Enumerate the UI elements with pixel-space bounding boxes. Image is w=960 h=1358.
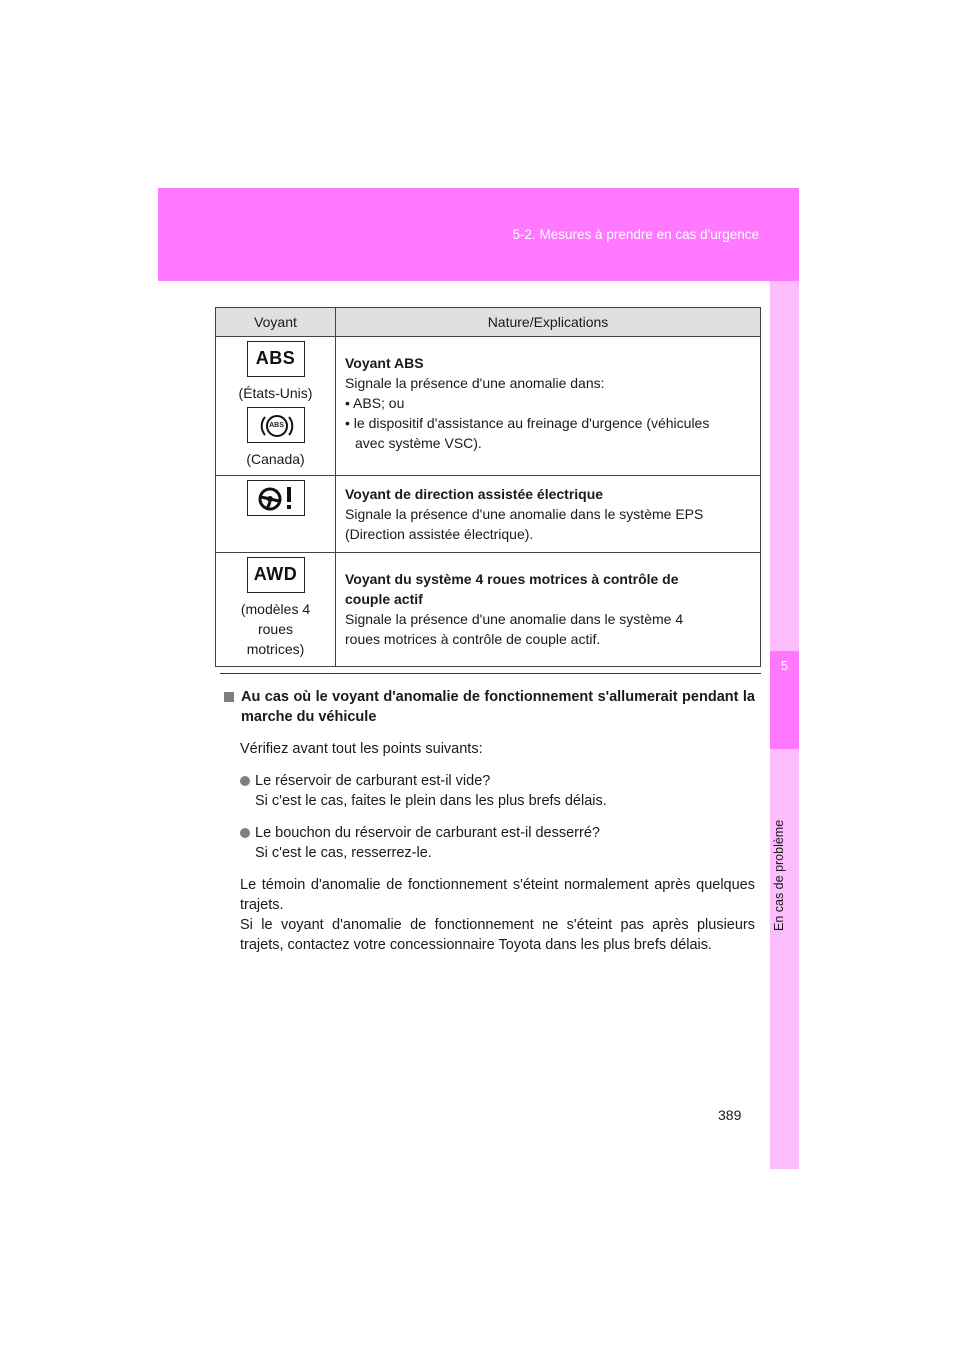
closing-text: Si le voyant d'anomalie de fonctionnement ne s'éteint pas après plusieurs trajets, contactez votre concessionnaire Toyota dans les plus brefs délais. [240, 917, 755, 953]
row-line: roues motrices à contrôle de couple actif. [345, 631, 601, 647]
icon-cell [216, 476, 336, 553]
row-line: (Direction assistée électrique). [345, 526, 534, 542]
list-item: Le bouchon du réservoir de carburant est-il desserré? Si c'est le cas, resserrez-le. [222, 823, 755, 863]
round-bullet-icon [240, 776, 250, 786]
column-header-voyant: Voyant [216, 308, 336, 337]
warning-lights-table [215, 307, 761, 667]
list-item: Le réservoir de carburant est-il vide? Si c'est le cas, faites le plein dans les plus brefs délais. [222, 771, 755, 811]
intro-text: Vérifiez avant tout les points suivants: [240, 741, 483, 757]
table-row [216, 337, 761, 476]
chapter-side-strip [770, 281, 799, 1169]
closing-text: Le témoin d'anomalie de fonctionnement s'éteint normalement après quelques trajets. [240, 877, 755, 913]
abs-circle-warning-icon: ABS [247, 407, 305, 443]
description-cell [336, 337, 761, 476]
description-cell [336, 553, 761, 667]
row-title: Voyant de direction assistée électrique [345, 486, 604, 502]
row-line: Signale la présence d'une anomalie dans le système EPS [345, 506, 704, 522]
icon-cell [216, 553, 336, 667]
row-title: Voyant ABS [345, 355, 424, 371]
row-line: • ABS; ou [345, 395, 405, 411]
icon-caption: (États-Unis) [238, 385, 313, 401]
section-title: 5-2. Mesures à prendre en cas d'urgence [512, 227, 759, 242]
icon-caption: (modèles 4 roues motrices) [240, 601, 311, 657]
awd-warning-icon: AWD [247, 557, 305, 593]
description-cell [336, 476, 761, 553]
icon-caption: (Canada) [246, 451, 305, 467]
row-title: couple actif [345, 591, 423, 607]
row-line: Signale la présence d'une anomalie dans le système 4 [345, 611, 684, 627]
table-row [216, 476, 761, 553]
table-header-row [216, 308, 761, 337]
chapter-number: 5 [780, 658, 789, 673]
table-row [216, 553, 761, 667]
abs-warning-icon: ABS [247, 341, 305, 377]
chapter-label: En cas de problème [772, 819, 786, 931]
row-line: avec système VSC). [355, 435, 482, 451]
section-body [222, 687, 755, 967]
square-bullet-icon [224, 692, 234, 702]
icon-cell [216, 337, 336, 476]
section-divider [220, 673, 761, 674]
steering-wheel-exclamation-icon [247, 480, 305, 516]
page-number: 389 [718, 1107, 742, 1123]
chapter-header-band [158, 188, 799, 281]
row-line: • le dispositif d'assistance au freinage d'urgence (véhicules [345, 415, 710, 431]
round-bullet-icon [240, 828, 250, 838]
column-header-nature: Nature/Explications [336, 308, 761, 337]
section-heading: Au cas où le voyant d'anomalie de fonctionnement s'allumerait pendant la marche du véhicule [222, 687, 755, 727]
row-line: Signale la présence d'une anomalie dans: [345, 375, 605, 391]
row-title: Voyant du système 4 roues motrices à contrôle de [345, 571, 679, 587]
